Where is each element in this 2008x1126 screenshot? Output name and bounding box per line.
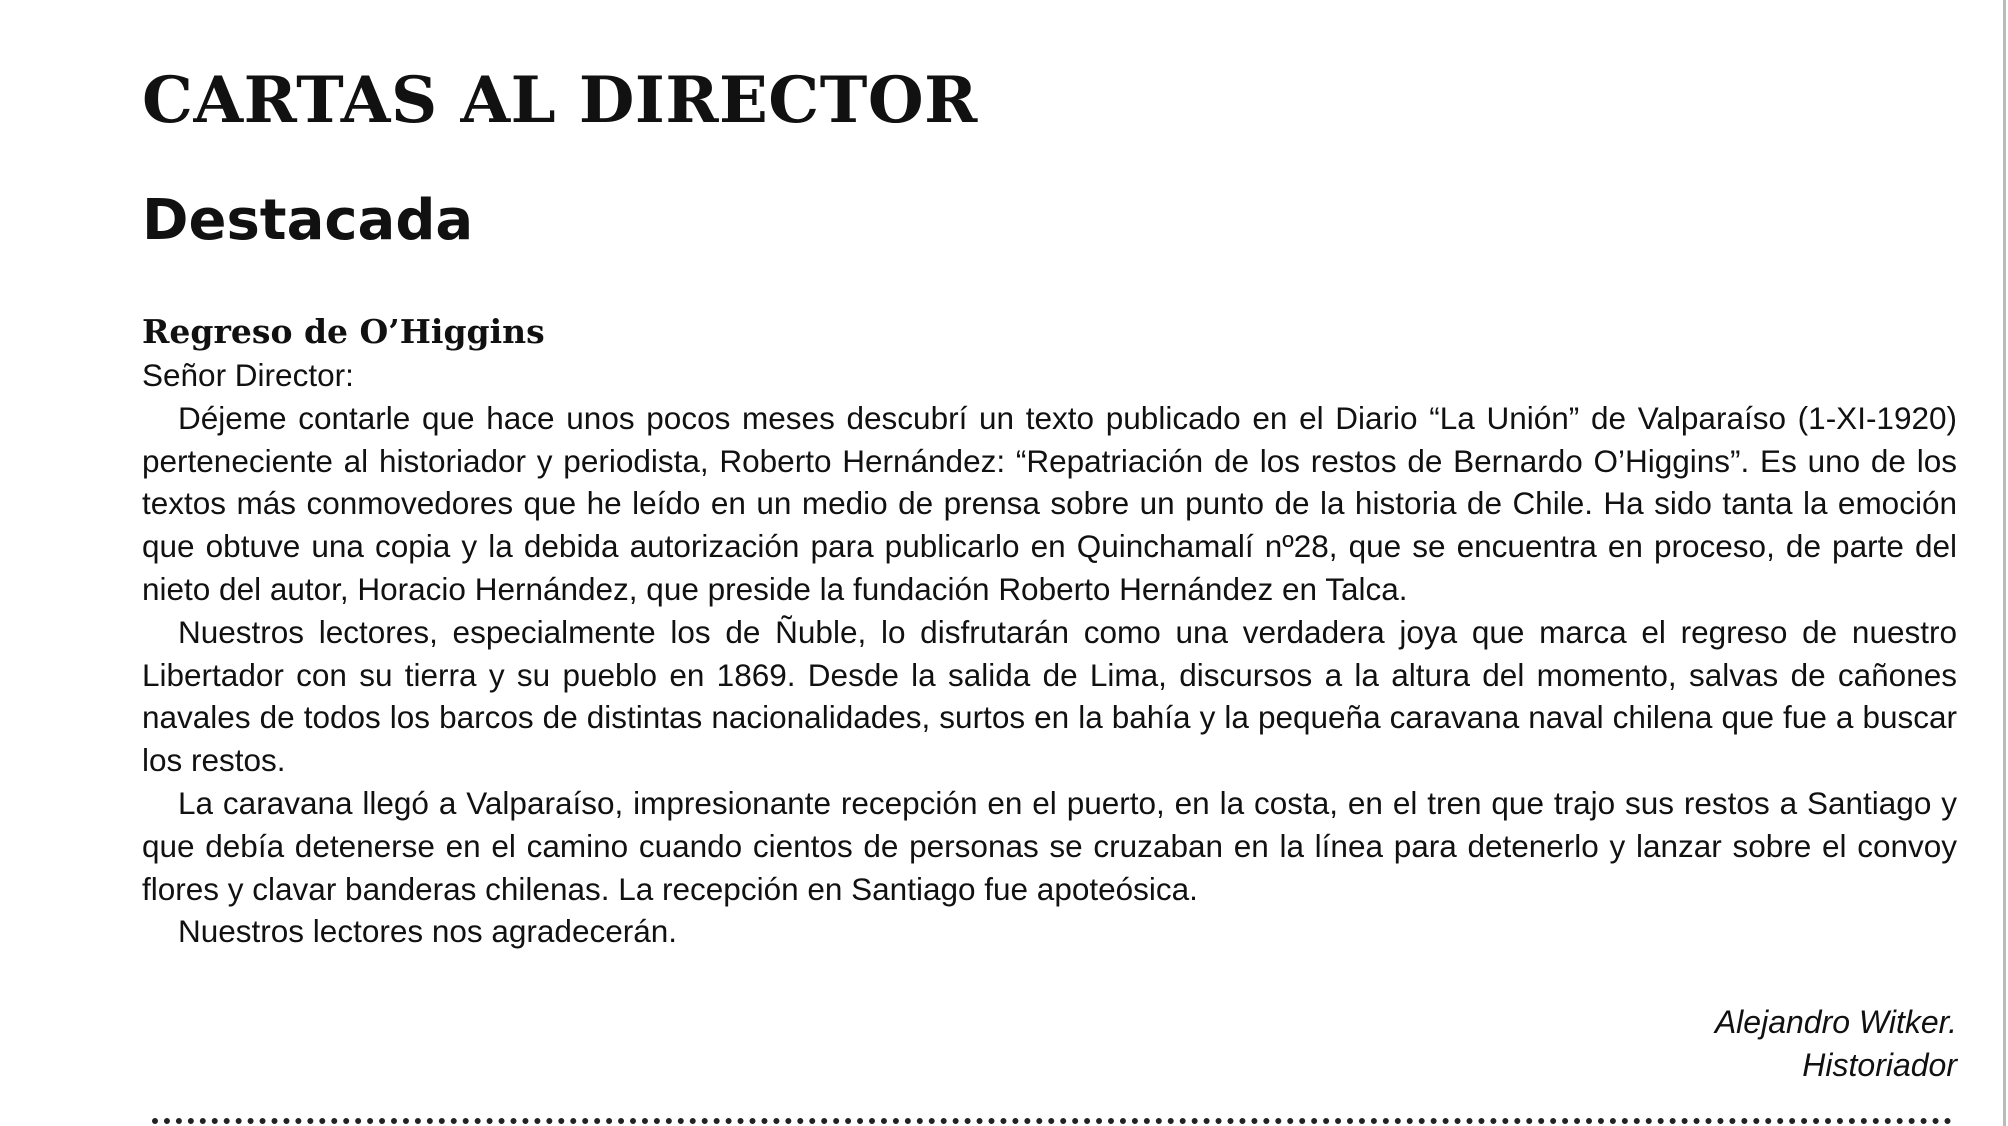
letter-paragraph: Nuestros lectores, especialmente los de Ñuble, lo disfrutarán como una verdadera joya que marca el regreso de nuestro Libertador con su tierra y su pueblo en 1869. Desde la salida de Lima, discursos a la altura del momento, salvas de cañones navales de todos los barcos de distintas nacionalidades, surtos en la bahía y la pequeña caravana naval chilena que fue a buscar los restos. (142, 613, 1957, 779)
subsection-title: Destacada (142, 188, 474, 253)
page-edge-rule (2003, 0, 2006, 1126)
letters-page (142, 60, 1957, 1087)
letter-paragraph: Déjeme contarle que hace unos pocos meses descubrí un texto publicado en el Diario “La Unión” de Valparaíso (1-XI-1920) perteneciente al historiador y periodista, Roberto Hernández: “Repatriación de los restos de Bernardo O’Higgins”. Es uno de los textos más conmovedores que he leído en un medio de prensa sobre un punto de la historia de Chile. Ha sido tanta la emoción que obtuve una copia y la debida autorización para publicarlo en Quinchamalí nº28, que se encuentra en proceso, de parte del nieto del autor, Horacio Hernández, que preside la fundación Roberto Hernández en Talca. (142, 399, 1957, 607)
letter-salutation: Señor Director: (142, 357, 354, 393)
signature-role: Historiador (1802, 1047, 1957, 1084)
featured-letter (142, 310, 1957, 1087)
section-title: CARTAS AL DIRECTOR (142, 63, 978, 138)
letter-paragraph: La caravana llegó a Valparaíso, impresionante recepción en el puerto, en la costa, en el tren que trajo sus restos a Santiago y que debía detenerse en el camino cuando cientos de personas se cruzaban en la línea para detenerlo y lanzar sobre el convoy flores y clavar banderas chilenas. La recepción en Santiago fue apoteósica. (142, 784, 1957, 907)
letter-signature (142, 1001, 1957, 1087)
letter-paragraph: Nuestros lectores nos agradecerán. (178, 913, 678, 950)
letter-title: Regreso de O’Higgins (142, 312, 545, 351)
signature-name: Alejandro Witker. (1714, 1004, 1957, 1041)
dotted-divider (152, 1118, 1952, 1124)
